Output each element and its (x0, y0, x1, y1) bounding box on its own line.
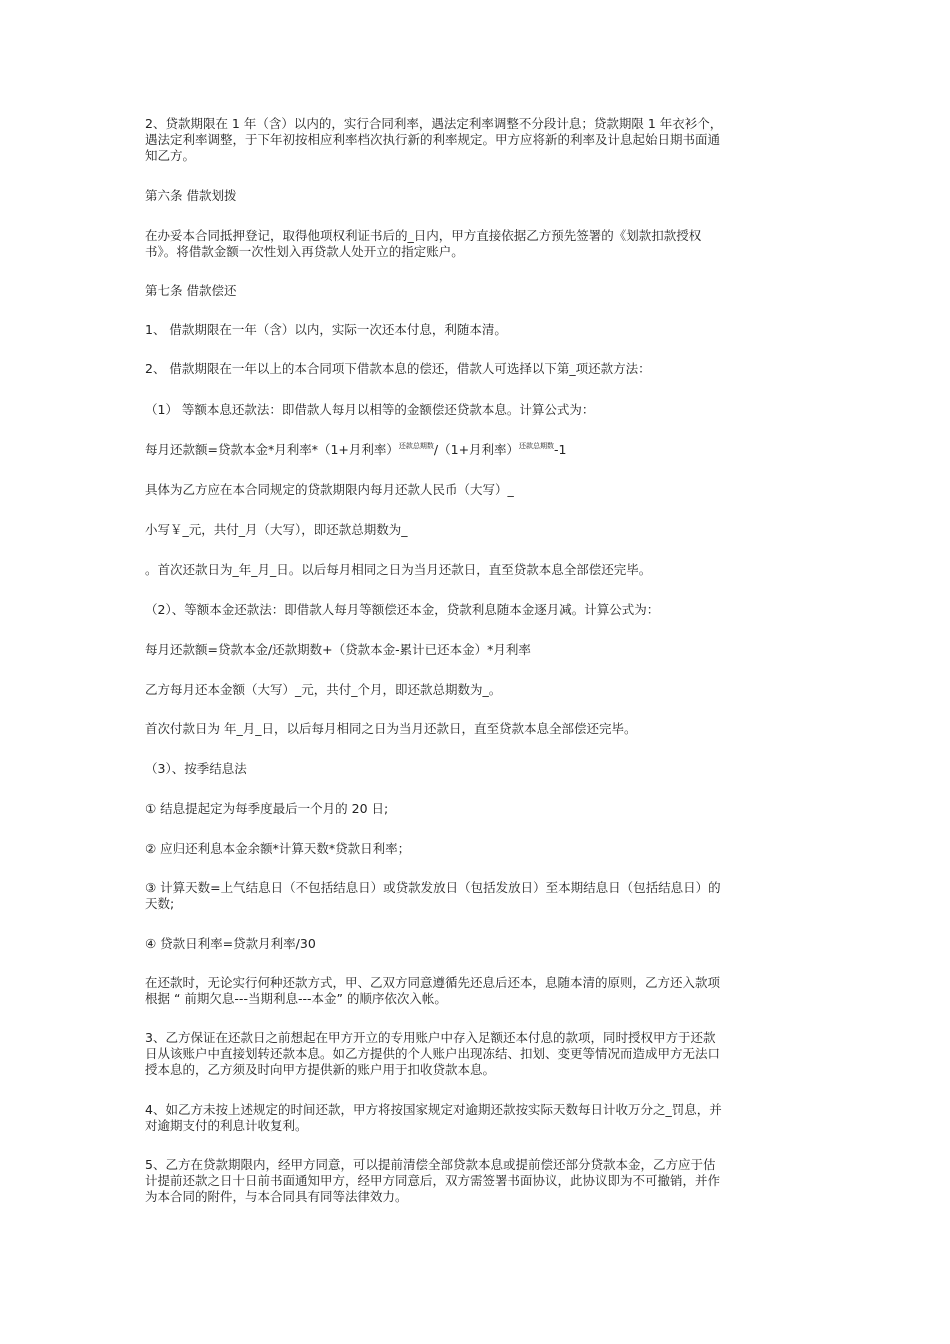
paragraph-first-payment-date: 首次付款日为 年_月_日，以后每月相同之日为当月还款日，直至贷款本息全部偿还完毕。 (145, 721, 637, 736)
paragraph-loan-transfer (145, 228, 807, 260)
list-item-4: ④ 贷款日利率=贷款月利率/30 (145, 936, 316, 951)
formula-superscript: 还款总期数 (519, 442, 555, 450)
text-line: 日从该账户中直接划转还款本息。如乙方提供的个人账户出现冻结、扣划、变更等情况而造成甲方无法口 (145, 1046, 721, 1061)
text-line: 根据 “ 前期欠息---当期利息---本金” 的顺序依次入帐。 (145, 991, 447, 1006)
text-line: 计提前还款之日十日前书面通知甲方，经甲方同意后，双方需签署书面协议，此协议即为不可撤销，并作 (145, 1173, 721, 1188)
formula-equal-principal: 每月还款额=贷款本金/还款期数+（贷款本金-累计已还本金）*月利率 (145, 642, 531, 657)
paragraph-first-repay-date: 。首次还款日为_年_月_日。以后每月相同之日为当月还款日，直至贷款本息全部偿还完毕。 (145, 562, 652, 577)
text-line: 在还款时，无论实行何种还款方式，甲、乙双方同意遵循先还息后还本，息随本清的原则，乙方还入款项 (145, 975, 721, 990)
paragraph-method-1: （1） 等额本息还款法：即借款人每月以相等的金额偿还贷款本息。计算公式为： (145, 402, 595, 417)
text-line: 天数; (145, 896, 175, 911)
paragraph-clause-3 (145, 1030, 807, 1078)
text-line: 2、贷款期限在 1 年（含）以内的，实行合同利率，遇法定利率调整不分段计息；贷款期限 1 年衣衫个， (145, 116, 723, 131)
text-line: 书》。将借款金额一次性划入再贷款人处开立的指定账户。 (145, 244, 464, 259)
paragraph-clause-4 (145, 1102, 807, 1134)
paragraph-repay-2: 2、 借款期限在一年以上的本合同项下借款本息的偿还，借款人可选择以下第_项还款方法： (145, 361, 651, 376)
paragraph-monthly-amount: 具体为乙方应在本合同规定的贷款期限内每月还款人民币（大写）_ (145, 482, 514, 497)
paragraph-principal-amount: 乙方每月还本金额（大写）_元，共付_个月，即还款总期数为_。 (145, 682, 502, 697)
text-line: ③ 计算天数=上气结息日（不包括结息日）或贷款发放日（包括发放日）至本期结息日（包括结息日）的 (145, 880, 721, 895)
text-line: 对逾期支付的利息计收复利。 (145, 1118, 308, 1133)
paragraph-repay-1: 1、 借款期限在一年（含）以内，实际一次还本付息，利随本清。 (145, 322, 507, 337)
text-line: 3、乙方保证在还款日之前想起在甲方开立的专用账户中存入足额还本付息的款项，同时授权甲方于还款 (145, 1030, 716, 1045)
paragraph-method-2: （2）、等额本金还款法：即借款人每月等额偿还本金，贷款利息随本金逐月减。计算公式为： (145, 602, 660, 617)
formula-part: -1 (554, 442, 567, 457)
paragraph-rate-adjustment (145, 116, 807, 164)
text-line: 在办妥本合同抵押登记，取得他项权利证书后的_日内，甲方直接依据乙方预先签署的《划款扣款授权 (145, 228, 702, 243)
formula-superscript: 还款总期数 (398, 442, 434, 450)
formula-part: 每月还款额=贷款本金*月利率*（1+月利率） (145, 442, 399, 457)
formula-equal-installment (145, 442, 807, 460)
list-item-3 (145, 880, 807, 912)
list-item-2: ② 应归还利息本金余额*计算天数*贷款日利率； (145, 841, 411, 856)
text-line: 遇法定利率调整，于下年初按相应利率档次执行新的利率规定。甲方应将新的利率及计息起始日期书面通 (145, 132, 721, 147)
paragraph-method-3: （3）、按季结息法 (145, 761, 247, 776)
paragraph-clause-5 (145, 1157, 807, 1205)
list-item-1: ① 结息提起定为每季度最后一个月的 20 日; (145, 801, 389, 816)
text-line: 4、如乙方未按上述规定的时间还款，甲方将按国家规定对逾期还款按实际天数每日计收万分之_罚息，并 (145, 1102, 722, 1117)
text-line: 5、乙方在贷款期限内，经甲方同意，可以提前清偿全部贷款本息或提前偿还部分贷款本金，乙方应于估 (145, 1157, 716, 1172)
article-6-heading: 第六条 借款划拨 (145, 188, 237, 203)
text-line: 授本息的，乙方须及时向甲方提供新的账户用于扣收贷款本息。 (145, 1062, 496, 1077)
paragraph-repayment-order (145, 975, 807, 1007)
text-line: 为本合同的附件，与本合同具有同等法律效力。 (145, 1189, 408, 1204)
text-line: 知乙方。 (145, 148, 196, 163)
paragraph-lowercase-amount: 小写￥_元，共付_月（大写），即还款总期数为_ (145, 522, 408, 537)
formula-part: /（1+月利率） (433, 442, 520, 457)
article-7-heading: 第七条 借款偿还 (145, 283, 237, 298)
